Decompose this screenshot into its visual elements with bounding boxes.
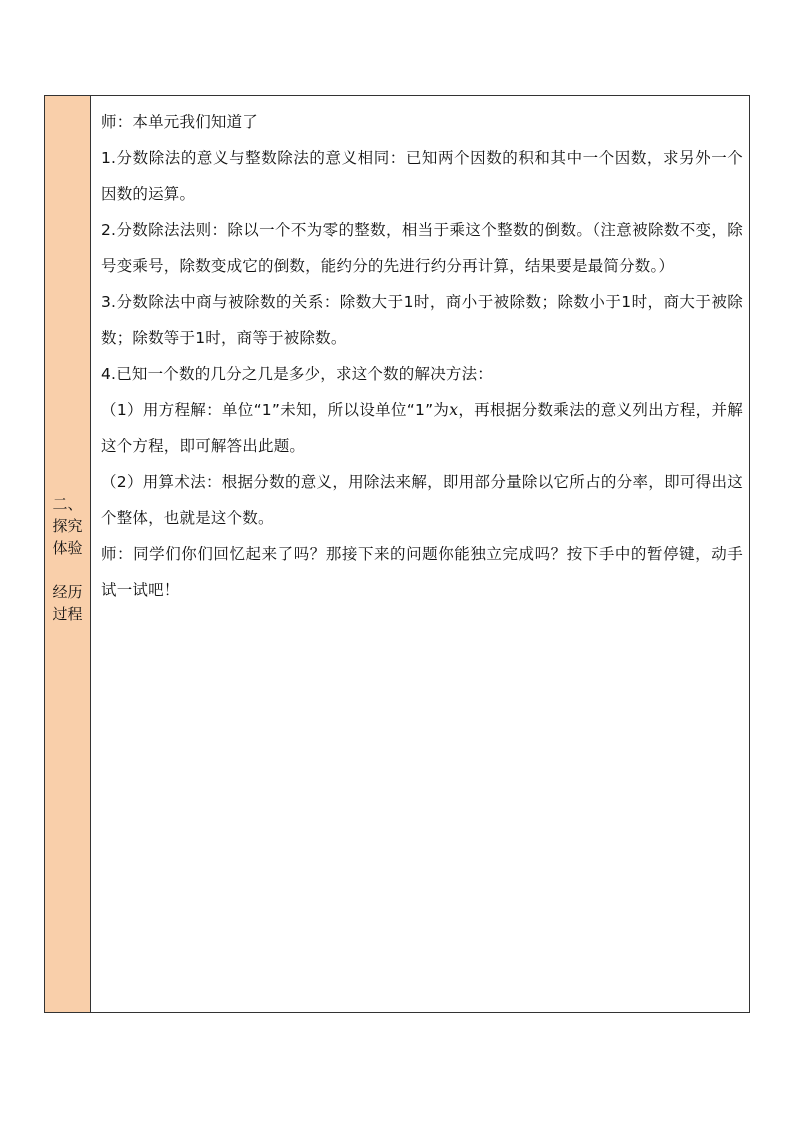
stage-subtitle-part2: 过程 xyxy=(52,605,83,623)
variable-x: x xyxy=(449,401,459,419)
stage-number: 二、 xyxy=(52,495,83,513)
stage-subtitle-part1: 经历 xyxy=(52,583,83,601)
point-2-rule: 2.分数除法法则：除以一个不为零的整数，相当于乘这个整数的倒数。（注意被除数不变，除号变乘号，除数变成它的倒数，能约分的先进行约分再计算，结果要是最简分数。） xyxy=(101,221,743,275)
lesson-table xyxy=(44,95,750,1013)
method-equation-text-a: （1）用方程解：单位“1”未知，所以设单位“1”为 xyxy=(101,401,450,419)
method-arithmetic: （2）用算术法：根据分数的意义，用除法来解，即用部分量除以它所占的分率，即可得出这个整体，也就是这个数。 xyxy=(101,473,743,527)
stage-label-cell xyxy=(45,96,91,1012)
point-1-meaning: 1.分数除法的意义与整数除法的意义相同：已知两个因数的积和其中一个因数，求另外一个因数的运算。 xyxy=(101,149,743,203)
point-3-relation: 3.分数除法中商与被除数的关系：除数大于1时，商小于被除数；除数小于1时，商大于被除数；除数等于1时，商等于被除数。 xyxy=(101,293,743,347)
point-4-method: 4.已知一个数的几分之几是多少，求这个数的解决方法： xyxy=(101,365,493,383)
method-equation xyxy=(101,392,743,464)
method-equation-text-b: ，再根据分数乘法的意义列出方程，并解这个方程，即可解答出此题。 xyxy=(101,401,743,455)
stage-title-part1: 探究 xyxy=(52,517,83,535)
content-cell xyxy=(91,96,749,1012)
teacher-closing: 师：同学们你们回忆起来了吗？那接下来的问题你能独立完成吗？按下手中的暂停键，动手试一试吧！ xyxy=(101,545,743,599)
stage-title-part2: 体验 xyxy=(52,539,83,557)
teacher-intro: 师：本单元我们知道了 xyxy=(101,113,259,131)
